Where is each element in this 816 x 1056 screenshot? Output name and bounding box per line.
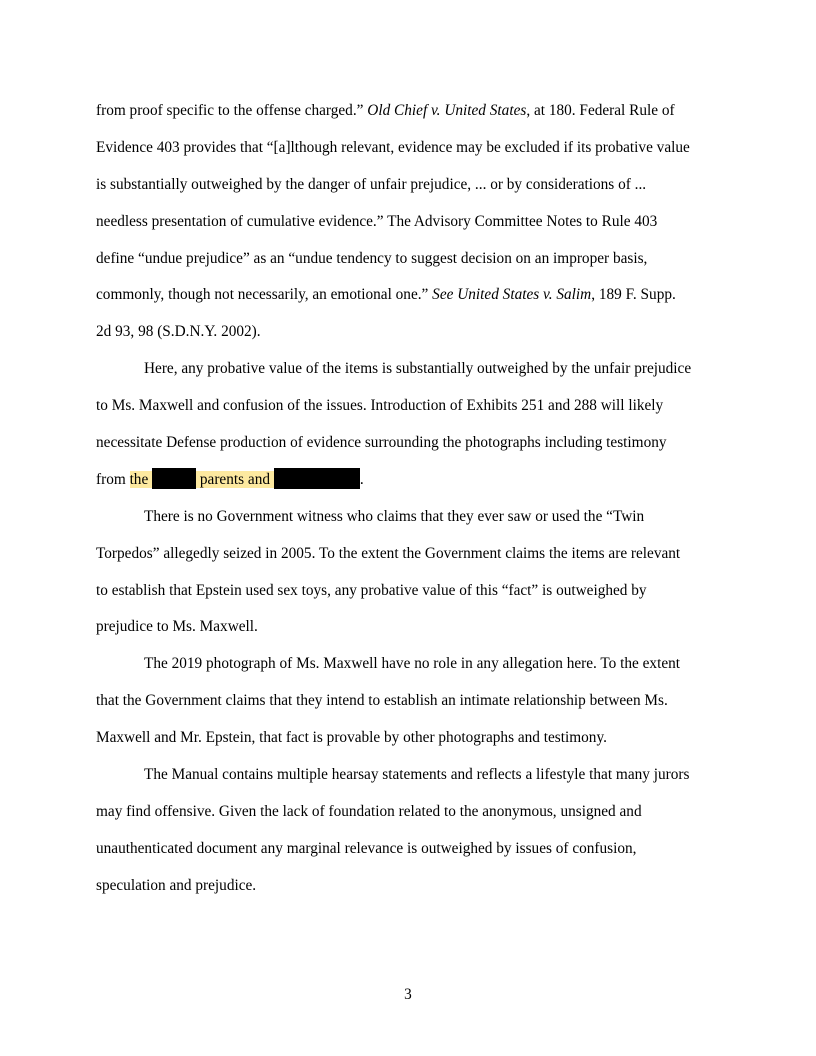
text-line: is substantially outweighed by the danger of unfair prejudice, ... or by considerations of ... (96, 175, 647, 193)
text-line: Maxwell and Mr. Epstein, that fact is provable by other photographs and testimony. (96, 729, 607, 747)
redaction-box (152, 468, 196, 489)
text-line: that the Government claims that they intend to establish an intimate relationship between Ms. (96, 692, 668, 710)
highlighted-text: the (129, 470, 153, 488)
case-citation: Old Chief v. United States (367, 102, 527, 119)
text-line: define “undue prejudice” as an “undue tendency to suggest decision on an improper basis, (96, 249, 648, 267)
text-line: speculation and prejudice. (96, 876, 257, 894)
paragraph-start-line: There is no Government witness who claims that they ever saw or used the “Twin (144, 507, 645, 525)
text-line: may find offensive. Given the lack of foundation related to the anonymous, unsigned and (96, 802, 642, 820)
redaction-box (274, 468, 360, 489)
text-line: 2d 93, 98 (S.D.N.Y. 2002). (96, 323, 261, 341)
text-line: to establish that Epstein used sex toys, any probative value of this “fact” is outweighed by (96, 581, 647, 599)
text-line: prejudice to Ms. Maxwell. (96, 618, 258, 636)
paragraph-start-line: The Manual contains multiple hearsay statements and reflects a lifestyle that many jurors (144, 766, 690, 784)
text-line: needless presentation of cumulative evidence.” The Advisory Committee Notes to Rule 403 (96, 212, 658, 230)
text-line: Torpedos” allegedly seized in 2005. To the extent the Government claims the items are relevant (96, 544, 681, 562)
case-citation: See United States v. Salim (432, 286, 592, 304)
text-line: from the parents and . (96, 462, 720, 499)
text-line: commonly, though not necessarily, an emotional one.” See United States v. Salim, 189 F. Supp. (96, 286, 676, 304)
text-line: to Ms. Maxwell and confusion of the issues. Introduction of Exhibits 251 and 288 will likely (96, 397, 664, 415)
paragraph-start-line: The 2019 photograph of Ms. Maxwell have no role in any allegation here. To the extent (144, 655, 681, 673)
page-number: 3 (404, 986, 412, 1003)
highlighted-text: parents and (196, 470, 274, 488)
paragraph-start-line: Here, any probative value of the items is substantially outweighed by the unfair prejudice (144, 360, 692, 378)
document-body (96, 93, 720, 905)
text-line: necessitate Defense production of evidence surrounding the photographs including testimony (96, 434, 667, 452)
text-line: from proof specific to the offense charged.” Old Chief v. United States, at 180. Federal Rule of (96, 102, 675, 119)
text-line: Evidence 403 provides that “[a]lthough relevant, evidence may be excluded if its probative value (96, 138, 690, 156)
text-line: unauthenticated document any marginal relevance is outweighed by issues of confusion, (96, 839, 637, 857)
